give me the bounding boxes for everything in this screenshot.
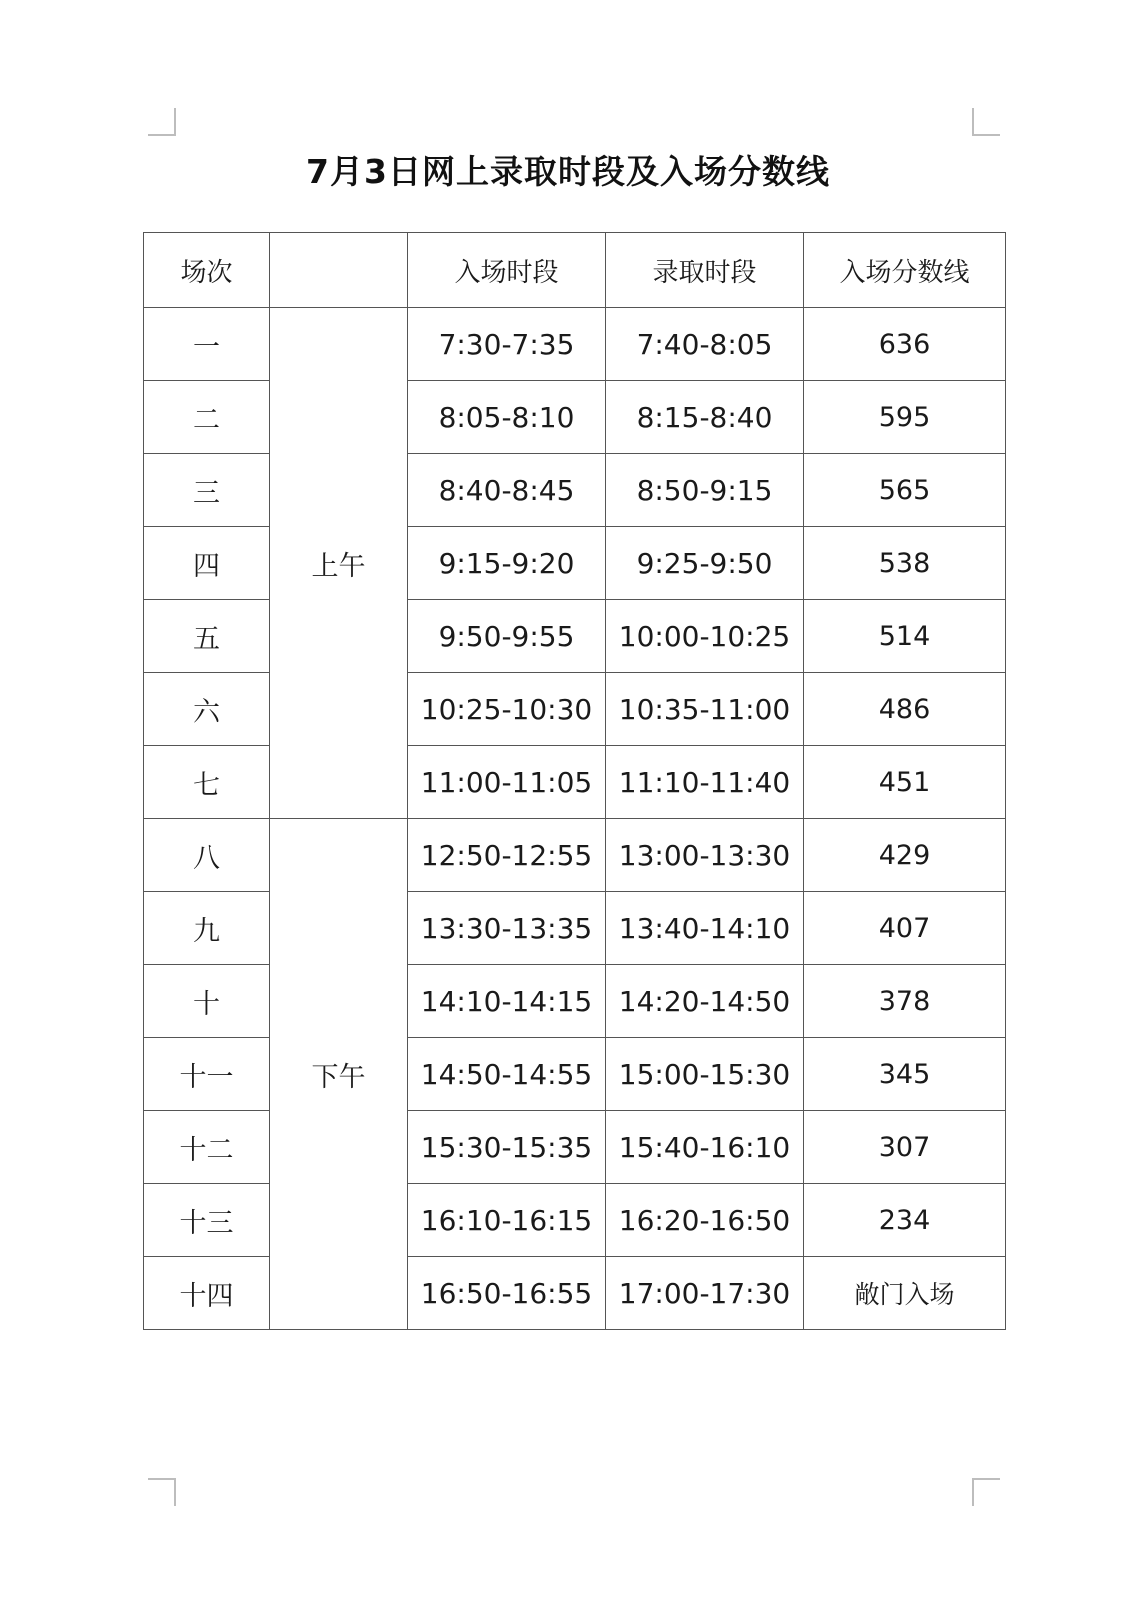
header-period [270,233,408,308]
entry-score-cell: 565 [804,454,1006,527]
admission-time-cell: 17:00-17:30 [606,1257,804,1330]
entry-score-cell: 595 [804,381,1006,454]
session-cell: 十三 [144,1184,270,1257]
table-header-row [144,233,1006,308]
session-cell: 九 [144,892,270,965]
admission-time-cell: 16:20-16:50 [606,1184,804,1257]
page-corner-mark-bottom-left [148,1478,176,1506]
entry-score-cell: 514 [804,600,1006,673]
entry-time-cell: 8:40-8:45 [408,454,606,527]
admission-time-cell: 15:00-15:30 [606,1038,804,1111]
session-cell: 十一 [144,1038,270,1111]
entry-time-cell: 9:50-9:55 [408,600,606,673]
admission-time-cell: 10:00-10:25 [606,600,804,673]
entry-time-cell: 13:30-13:35 [408,892,606,965]
header-admission-time: 录取时段 [606,233,804,308]
entry-time-cell: 9:15-9:20 [408,527,606,600]
entry-time-cell: 14:50-14:55 [408,1038,606,1111]
entry-time-cell: 11:00-11:05 [408,746,606,819]
admission-time-cell: 13:00-13:30 [606,819,804,892]
page-corner-mark-top-left [148,108,176,136]
session-cell: 六 [144,673,270,746]
header-entry-time: 入场时段 [408,233,606,308]
document-title: 7月3日网上录取时段及入场分数线 [306,152,830,191]
table-row [144,819,1006,892]
session-cell: 一 [144,308,270,381]
table-row [144,308,1006,381]
session-cell: 十二 [144,1111,270,1184]
entry-time-cell: 14:10-14:15 [408,965,606,1038]
page-corner-mark-bottom-right [972,1478,1000,1506]
entry-time-cell: 7:30-7:35 [408,308,606,381]
session-cell: 七 [144,746,270,819]
entry-score-cell: 378 [804,965,1006,1038]
entry-time-cell: 8:05-8:10 [408,381,606,454]
admission-time-cell: 15:40-16:10 [606,1111,804,1184]
entry-time-cell: 16:50-16:55 [408,1257,606,1330]
admission-time-cell: 7:40-8:05 [606,308,804,381]
session-cell: 三 [144,454,270,527]
period-cell-afternoon: 下午 [270,819,408,1330]
entry-score-cell: 234 [804,1184,1006,1257]
session-cell: 四 [144,527,270,600]
entry-score-cell: 538 [804,527,1006,600]
period-cell-morning: 上午 [270,308,408,819]
admission-time-cell: 10:35-11:00 [606,673,804,746]
header-entry-score: 入场分数线 [804,233,1006,308]
entry-time-cell: 10:25-10:30 [408,673,606,746]
entry-score-cell: 429 [804,819,1006,892]
page-corner-mark-top-right [972,108,1000,136]
schedule-table [143,232,1006,1330]
admission-time-cell: 11:10-11:40 [606,746,804,819]
session-cell: 八 [144,819,270,892]
header-session: 场次 [144,233,270,308]
entry-score-cell: 486 [804,673,1006,746]
admission-time-cell: 8:15-8:40 [606,381,804,454]
entry-score-cell: 636 [804,308,1006,381]
entry-time-cell: 12:50-12:55 [408,819,606,892]
admission-time-cell: 9:25-9:50 [606,527,804,600]
admission-time-cell: 8:50-9:15 [606,454,804,527]
entry-score-cell: 345 [804,1038,1006,1111]
session-cell: 十四 [144,1257,270,1330]
session-cell: 五 [144,600,270,673]
session-cell: 二 [144,381,270,454]
entry-score-cell: 407 [804,892,1006,965]
admission-time-cell: 13:40-14:10 [606,892,804,965]
admission-time-cell: 14:20-14:50 [606,965,804,1038]
entry-time-cell: 15:30-15:35 [408,1111,606,1184]
entry-score-cell: 307 [804,1111,1006,1184]
entry-time-cell: 16:10-16:15 [408,1184,606,1257]
entry-score-cell: 451 [804,746,1006,819]
entry-score-cell: 敞门入场 [804,1257,1006,1330]
session-cell: 十 [144,965,270,1038]
